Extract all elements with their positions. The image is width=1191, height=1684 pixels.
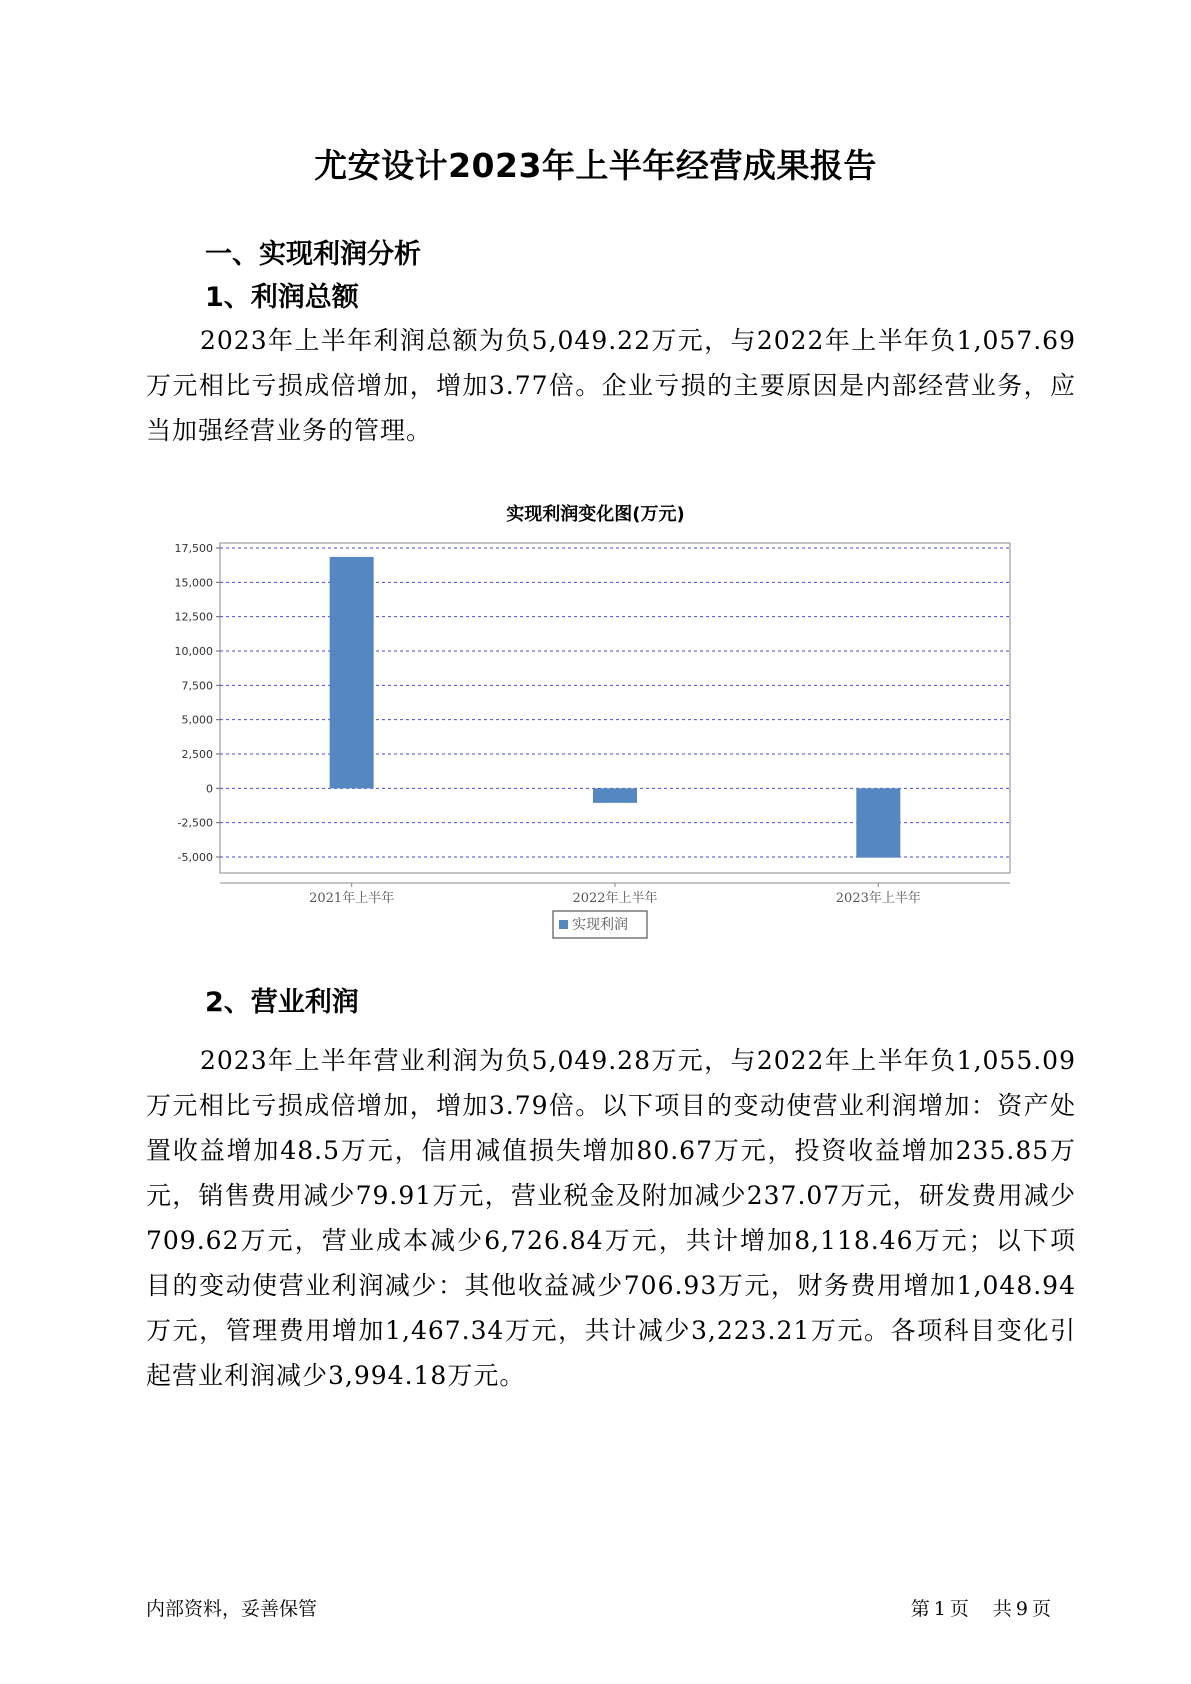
bar xyxy=(856,788,900,857)
total-suffix: 页 xyxy=(1031,1598,1051,1620)
y-tick-label: -5,000 xyxy=(177,851,213,864)
y-tick-label: 10,000 xyxy=(174,645,213,658)
x-tick-label: 2022年上半年 xyxy=(572,891,658,906)
y-tick-label: 12,500 xyxy=(174,610,213,624)
y-tick-label: 17,500 xyxy=(174,542,213,555)
y-tick-label: 2,500 xyxy=(181,748,213,761)
page-number: 1 xyxy=(933,1598,946,1620)
total-prefix: 共 xyxy=(992,1598,1012,1620)
y-tick-label: 7,500 xyxy=(181,679,213,693)
document-title: 尤安设计2023年上半年经营成果报告 xyxy=(314,146,877,185)
page-prefix: 第 xyxy=(910,1598,930,1620)
subsection-heading-operating-profit: 2、营业利润 xyxy=(205,987,359,1018)
page-suffix: 页 xyxy=(949,1598,969,1620)
section-heading-profit-analysis: 一、实现利润分析 xyxy=(205,239,421,270)
footer-page-indicator xyxy=(909,1594,1053,1621)
total-pages: 9 xyxy=(1015,1598,1028,1620)
subsection-heading-total-profit: 1、利润总额 xyxy=(205,282,359,313)
y-tick-label: 15,000 xyxy=(174,576,213,590)
bar xyxy=(330,557,374,788)
bar xyxy=(593,788,637,803)
legend-label: 实现利润 xyxy=(572,917,628,933)
y-tick-label: -2,500 xyxy=(177,816,213,830)
footer-confidential-note: 内部资料，妥善保管 xyxy=(146,1598,318,1620)
operating-profit-paragraph: 2023年上半年营业利润为负5,049.28万元，与2022年上半年负1,055.09万元相比亏损成倍增加，增加3.79倍。以下项目的变动使营业利润增加：资产处置收益增加48.5万元，信用减值损失增加80.67万元，投资收益增加235.85万元，销售费用减少79.91万元，营业税金及附加减少237.07万元，研发费用减少709.62万元，营业成本减少6,726.84万元，共计增加8,118.46万元；以下项目的变动使营业利润减少：其他收益减少706.93万元，财务费用增加1,048.94万元，管理费用增加1,467.34万元，共计减少3,223.21万元。各项科目变化引起营业利润减少3,994.18万元。 xyxy=(146,1046,1076,1390)
x-tick-label: 2021年上半年 xyxy=(309,891,395,906)
total-profit-paragraph: 2023年上半年利润总额为负5,049.22万元，与2022年上半年负1,057.69万元相比亏损成倍增加，增加3.77倍。企业亏损的主要原因是内部经营业务，应当加强经营业务的管理。 xyxy=(146,326,1076,445)
y-tick-label: 0 xyxy=(206,782,213,796)
legend-swatch xyxy=(559,920,568,929)
x-tick-label: 2023年上半年 xyxy=(835,891,921,906)
chart-title: 实现利润变化图(万元) xyxy=(506,504,685,525)
y-tick-label: 5,000 xyxy=(181,713,213,727)
